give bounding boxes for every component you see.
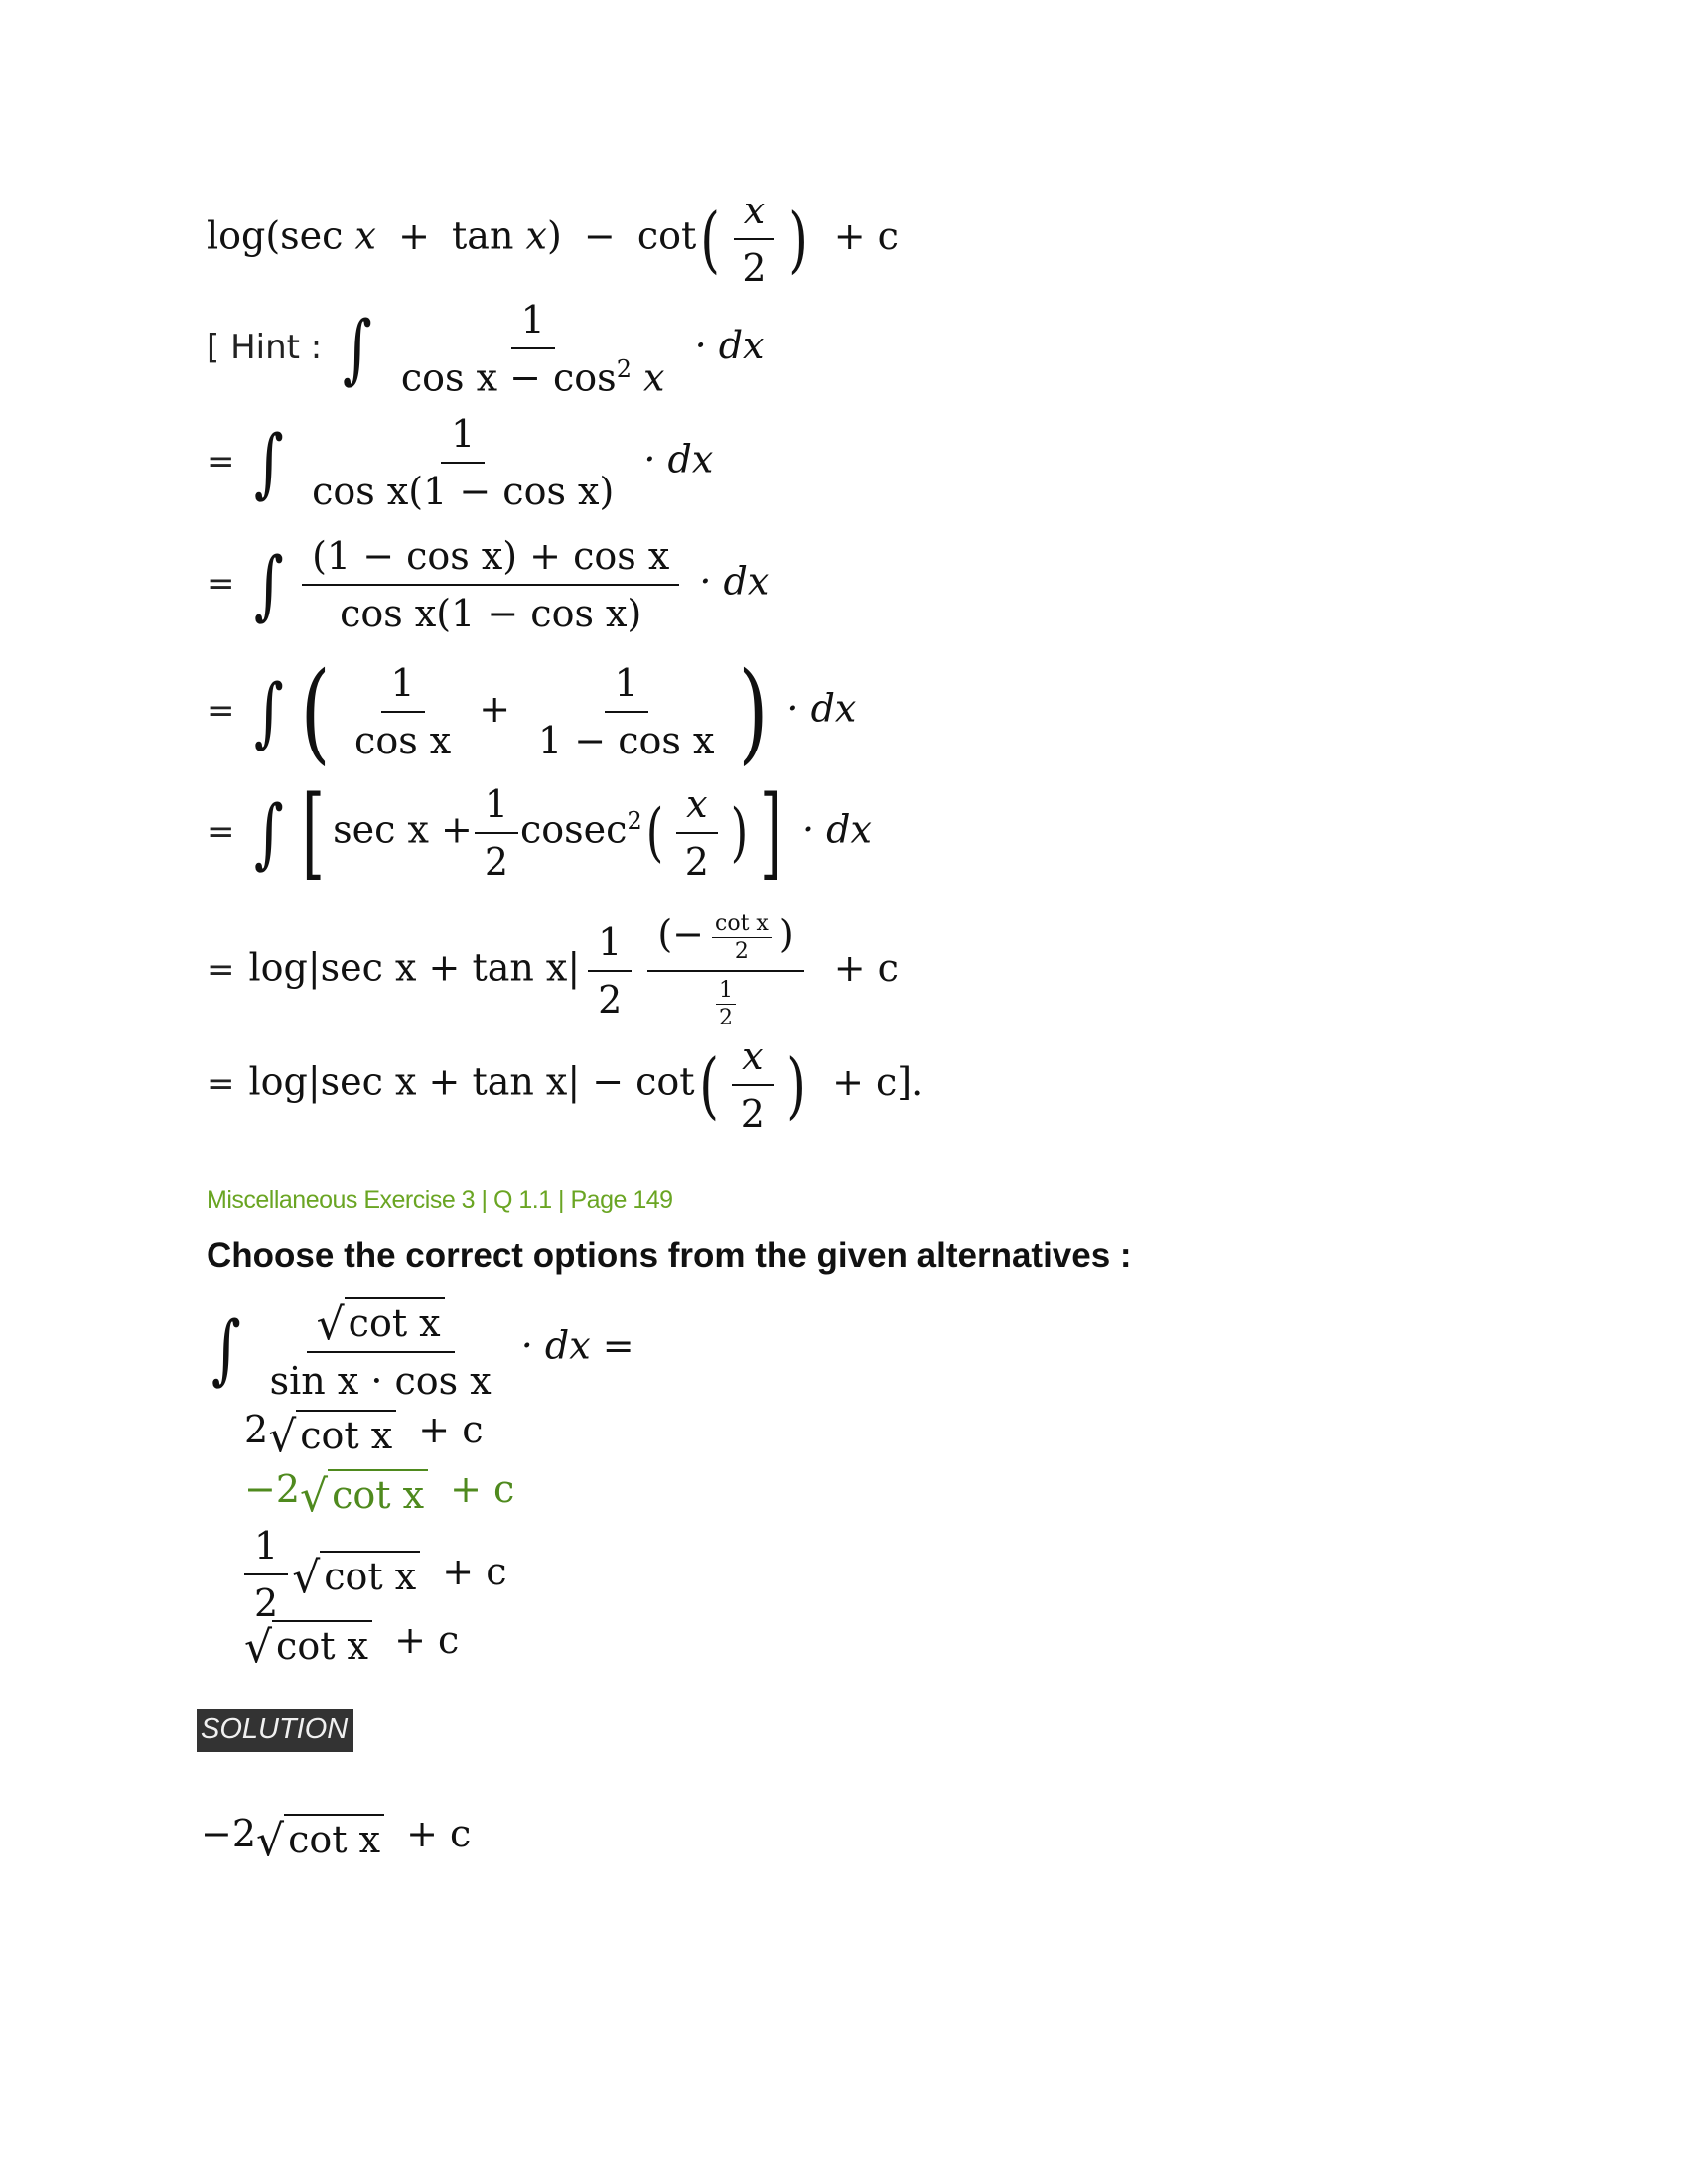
fraction-sec [345, 661, 461, 762]
sqrt-cot [300, 1469, 428, 1522]
radical-sign: √ [256, 1815, 285, 1866]
question-integral [207, 1296, 634, 1403]
right-bracket: ] [759, 774, 783, 890]
coefficient: −2 [201, 1812, 257, 1855]
equals-sign: = [207, 949, 235, 990]
numerator [307, 1296, 455, 1353]
numerator: x [734, 189, 774, 240]
equals-sign: = [207, 441, 235, 481]
plus-c: + c [394, 1618, 460, 1662]
denominator [391, 349, 675, 400]
solution-tag[interactable]: SOLUTION [197, 1709, 353, 1752]
x-over-2 [732, 189, 775, 290]
numerator: 1 [441, 412, 485, 464]
denominator: 2 [684, 840, 709, 884]
denominator: 2 [254, 1581, 279, 1625]
denominator [698, 972, 754, 1030]
coefficient: −2 [244, 1467, 301, 1511]
question-prompt: Choose the correct options from the given alternatives : [207, 1236, 1132, 1275]
hint-fraction-2 [302, 412, 624, 513]
radicand: cot x [272, 1620, 372, 1668]
radicand: cot x [284, 1814, 384, 1861]
sqrt-cot [292, 1551, 420, 1603]
sqrt-cot [256, 1814, 384, 1866]
dx-text: · dx [643, 437, 714, 481]
hint-line-1 [207, 298, 765, 400]
numerator: 1 [716, 978, 736, 1005]
equals-sign: = [207, 811, 235, 852]
hint-line-6 [207, 911, 909, 1030]
integral-sign: ∫ [343, 304, 372, 393]
compound-fraction [647, 911, 803, 1030]
left-paren: ( [700, 198, 721, 281]
denominator: 2 [740, 1092, 765, 1136]
dx-equals: · dx = [520, 1323, 634, 1368]
denominator: sin x · cos x [269, 1358, 492, 1403]
hint-line-5 [207, 774, 872, 890]
radicand: cot x [345, 1297, 445, 1345]
left-bracket: [ [301, 774, 326, 890]
question-reference: Miscellaneous Exercise 3 | Q 1.1 | Page 149 [207, 1186, 673, 1214]
sqrt-cot [268, 1410, 396, 1462]
dx-text: · dx [786, 686, 857, 731]
numerator: 1 [244, 1524, 288, 1575]
numerator: (1 − cos x) + cos x [302, 534, 679, 586]
option-d[interactable] [244, 1618, 469, 1673]
plus-c: + c [450, 1467, 515, 1511]
x-over-2 [675, 782, 719, 884]
plus-c: + c [833, 945, 899, 990]
tan-text: tan [452, 213, 514, 258]
sec-x-plus: sec x + [333, 807, 473, 852]
log-sec-text: log(sec [207, 213, 344, 258]
integral-sign: ∫ [253, 667, 284, 755]
numerator: 1 [588, 920, 632, 972]
half-fraction [244, 1524, 288, 1625]
right-paren: ) [738, 648, 769, 775]
close-paren: ) [778, 912, 794, 956]
den-text: cos x − cos [400, 355, 617, 400]
plus-c: + c [406, 1812, 472, 1855]
superscript: 2 [616, 355, 632, 383]
radicand: cot x [328, 1469, 428, 1517]
denominator: 2 [598, 978, 623, 1022]
integral-sign: ∫ [253, 418, 284, 506]
numerator: 1 [475, 782, 518, 834]
radicand: cot x [296, 1410, 396, 1457]
den-tail: x [631, 355, 665, 400]
radical-sign: √ [292, 1553, 321, 1603]
denominator: cos x(1 − cos x) [312, 470, 615, 513]
plus-c-close: + c]. [832, 1059, 924, 1104]
minus-sign: − [583, 213, 616, 258]
left-paren: ( [300, 648, 331, 775]
fraction-cosec [528, 661, 724, 762]
dx-text: · dx [699, 559, 770, 604]
denominator: cos x(1 − cos x) [340, 592, 642, 635]
cot-over-2 [712, 911, 772, 964]
integral-sign: ∫ [253, 540, 284, 628]
left-paren: ( [645, 796, 663, 870]
plus-c: + c [418, 1408, 484, 1451]
right-paren: ) [786, 1043, 806, 1127]
option-b-correct[interactable] [244, 1467, 524, 1522]
equals-sign: = [207, 690, 235, 731]
radical-sign: √ [316, 1298, 345, 1350]
numerator: x [676, 782, 717, 834]
cot-text: cot [636, 213, 697, 258]
right-paren: ) [787, 198, 808, 281]
radical-sign: √ [268, 1411, 297, 1462]
cosec-text: cosec [520, 807, 628, 852]
hint-line-4 [207, 648, 857, 775]
numerator [647, 911, 803, 972]
numerator: 1 [381, 661, 425, 713]
option-a[interactable] [244, 1408, 492, 1462]
half-fraction [588, 920, 632, 1022]
numerator: cot x [712, 911, 772, 938]
log-abs-text: log|sec x + tan x| [248, 945, 581, 990]
integral-sign: ∫ [253, 788, 284, 877]
hint-line-7 [207, 1034, 933, 1136]
x-over-2 [731, 1034, 774, 1136]
result-expression [207, 189, 909, 290]
superscript: 2 [627, 806, 642, 835]
half-fraction [475, 782, 518, 884]
left-paren: ( [698, 1043, 719, 1127]
denominator: 2 [484, 840, 509, 884]
radical-sign: √ [300, 1470, 329, 1522]
denominator: 1 − cos x [538, 719, 715, 762]
hint-line-3 [207, 534, 769, 635]
sqrt-cot [244, 1620, 372, 1673]
close-paren: ) [546, 213, 562, 258]
option-c[interactable] [244, 1524, 516, 1625]
hint-fraction-1 [391, 298, 675, 400]
plus-c: + c [833, 213, 899, 258]
solution-answer [201, 1812, 481, 1866]
final-expression-text: log|sec x + tan x| − cot [248, 1059, 695, 1104]
var-x: x [525, 213, 547, 258]
open-neg: (− [657, 912, 705, 956]
denominator: cos x [354, 719, 452, 762]
denominator: 2 [742, 246, 767, 290]
plus-sign: + [398, 213, 430, 258]
integral-sign: ∫ [211, 1303, 241, 1393]
numerator: 1 [511, 298, 555, 349]
equals-sign: = [207, 1063, 235, 1104]
integrand-fraction [260, 1296, 501, 1403]
coefficient: 2 [244, 1408, 269, 1451]
right-paren: ) [730, 796, 749, 870]
hint-fraction-3 [302, 534, 679, 635]
radical-sign: √ [244, 1621, 273, 1673]
inner-half [716, 978, 736, 1030]
denominator: 2 [719, 1006, 733, 1030]
sqrt-cot [316, 1297, 445, 1350]
hint-label: [ Hint : [207, 327, 323, 367]
hint-line-2 [207, 412, 713, 513]
plus-sign: + [479, 686, 511, 731]
denominator: 2 [734, 939, 749, 964]
var-x: x [354, 213, 376, 258]
radicand: cot x [320, 1551, 420, 1598]
plus-c: + c [442, 1549, 507, 1593]
numerator: 1 [605, 661, 648, 713]
equals-sign: = [207, 563, 235, 604]
numerator: x [732, 1034, 773, 1086]
dx-text: · dx [801, 807, 872, 852]
dx-text: · dx [694, 323, 765, 367]
